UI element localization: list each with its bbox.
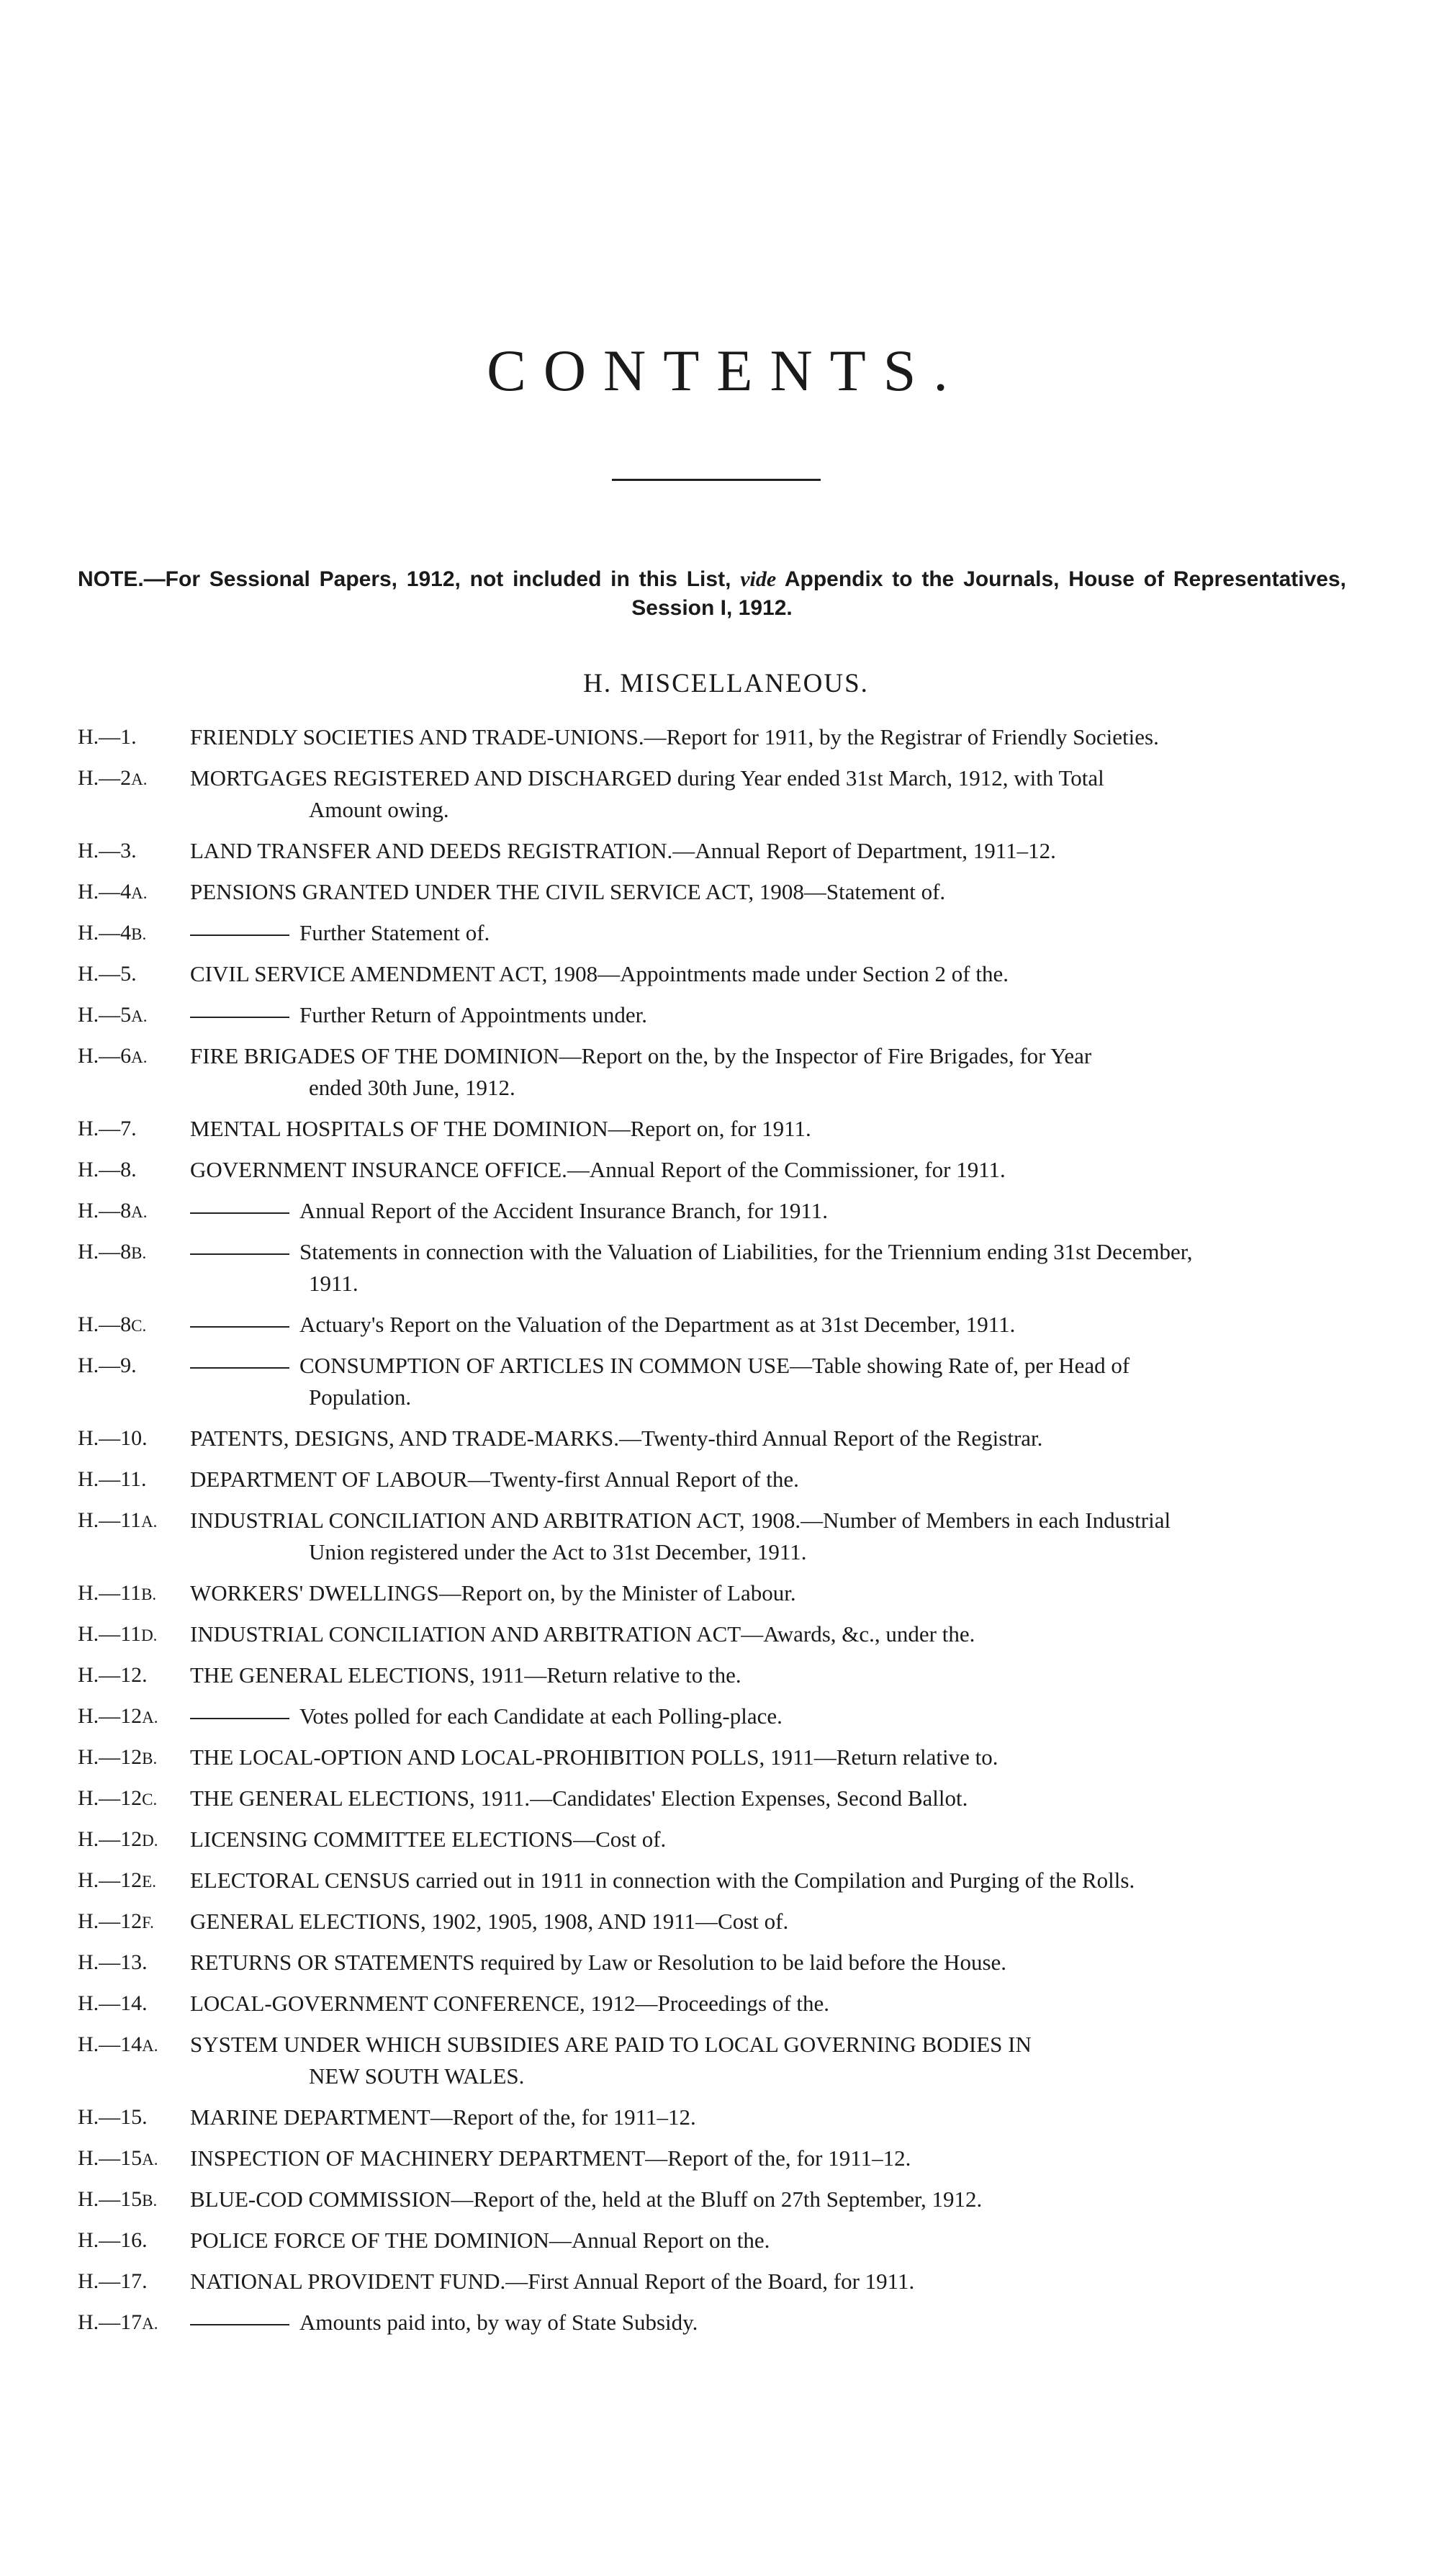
entry-code bbox=[78, 2102, 186, 2135]
entry-text bbox=[190, 876, 1352, 908]
entry-code bbox=[78, 721, 186, 755]
entry-title: CONSUMPTION OF ARTICLES IN COMMON USE—Table showing Rate of, per Head of bbox=[299, 1353, 1130, 1378]
entry-code bbox=[78, 958, 186, 991]
entry-code-number: H.—12 bbox=[78, 1745, 143, 1769]
title-divider bbox=[612, 479, 821, 481]
contents-entry bbox=[78, 762, 1352, 826]
contents-entry bbox=[78, 958, 1352, 990]
entry-code-suffix: D. bbox=[142, 1832, 158, 1850]
entry-title: DEPARTMENT OF LABOUR—Twenty-first Annual Report of the. bbox=[190, 1467, 799, 1492]
entry-code bbox=[78, 1040, 186, 1073]
entry-title: BLUE-COD COMMISSION—Report of the, held at the Bluff on 27th September, 1912. bbox=[190, 2187, 983, 2212]
entry-title: THE GENERAL ELECTIONS, 1911.—Candidates' Election Expenses, Second Ballot. bbox=[190, 1785, 968, 1811]
entry-code-number: H.—3. bbox=[78, 839, 137, 863]
entry-code-number: H.—5 bbox=[78, 1003, 132, 1027]
contents-entry bbox=[78, 917, 1352, 949]
entry-title: PENSIONS GRANTED UNDER THE CIVIL SERVICE ACT, 1908—Statement of. bbox=[190, 879, 946, 904]
entry-code-number: H.—16. bbox=[78, 2228, 148, 2252]
contents-entry bbox=[78, 1505, 1352, 1568]
entry-code-number: H.—13. bbox=[78, 1950, 148, 1974]
entry-code-number: H.—1. bbox=[78, 725, 137, 749]
entry-code-number: H.—15. bbox=[78, 2105, 148, 2129]
entry-code bbox=[78, 1350, 186, 1383]
entry-text bbox=[190, 721, 1352, 753]
entry-code bbox=[78, 1236, 186, 1269]
entry-code bbox=[78, 1618, 186, 1652]
entry-code-number: H.—15 bbox=[78, 2146, 143, 2170]
entry-text bbox=[190, 1236, 1352, 1300]
contents-entry bbox=[78, 1195, 1352, 1227]
contents-entry bbox=[78, 1988, 1352, 2019]
entry-text bbox=[190, 917, 1352, 949]
entry-code-number: H.—11. bbox=[78, 1467, 147, 1491]
entry-text bbox=[190, 1350, 1352, 1413]
ditto-dash bbox=[190, 1326, 289, 1328]
contents-entry bbox=[78, 1154, 1352, 1186]
entry-text bbox=[190, 2225, 1352, 2256]
entry-code bbox=[78, 1464, 186, 1497]
entry-continuation: Population. bbox=[309, 1384, 412, 1410]
entry-title: INSPECTION OF MACHINERY DEPARTMENT—Report of the, for 1911–12. bbox=[190, 2145, 911, 2171]
entry-title: FRIENDLY SOCIETIES AND TRADE-UNIONS.—Report for 1911, by the Registrar of Friendly Societies. bbox=[190, 724, 1159, 749]
note-rest: Appendix to the Journals, House of Representatives, Session I, 1912. bbox=[631, 567, 1346, 620]
entry-title: GOVERNMENT INSURANCE OFFICE.—Annual Report of the Commissioner, for 1911. bbox=[190, 1157, 1006, 1182]
contents-entry bbox=[78, 999, 1352, 1031]
entry-code-number: H.—7. bbox=[78, 1117, 137, 1140]
contents-entry bbox=[78, 1040, 1352, 1104]
entry-code bbox=[78, 1742, 186, 1775]
entry-text bbox=[190, 2143, 1352, 2174]
entry-title: ELECTORAL CENSUS carried out in 1911 in connection with the Compilation and Purging of the Rolls. bbox=[190, 1868, 1135, 1893]
entry-code bbox=[78, 1195, 186, 1228]
entry-code-number: H.—9. bbox=[78, 1354, 137, 1377]
contents-entry bbox=[78, 2266, 1352, 2297]
entry-text bbox=[190, 1195, 1352, 1227]
entry-text bbox=[190, 762, 1352, 826]
entry-title: WORKERS' DWELLINGS—Report on, by the Minister of Labour. bbox=[190, 1580, 796, 1606]
entry-text bbox=[190, 1742, 1352, 1773]
entry-code bbox=[78, 1824, 186, 1857]
entry-text bbox=[190, 1865, 1352, 1896]
entry-code bbox=[78, 1309, 186, 1342]
entry-code bbox=[78, 2143, 186, 2176]
entry-code-number: H.—17. bbox=[78, 2269, 148, 2293]
contents-entry bbox=[78, 1824, 1352, 1855]
entry-text bbox=[190, 1309, 1352, 1341]
ditto-dash bbox=[190, 1718, 289, 1719]
entry-code-number: H.—11 bbox=[78, 1622, 142, 1646]
page-title: CONTENTS. bbox=[487, 338, 965, 403]
contents-entry bbox=[78, 1783, 1352, 1814]
contents-entry bbox=[78, 1947, 1352, 1978]
entry-text bbox=[190, 1423, 1352, 1454]
entry-text bbox=[190, 1113, 1352, 1145]
entry-code-suffix: B. bbox=[142, 1749, 158, 1767]
contents-entry bbox=[78, 2102, 1352, 2133]
entry-title: LOCAL-GOVERNMENT CONFERENCE, 1912—Proceedings of the. bbox=[190, 1991, 830, 2016]
entry-code bbox=[78, 1988, 186, 2021]
entry-text bbox=[190, 1988, 1352, 2019]
entry-code-number: H.—6 bbox=[78, 1044, 132, 1068]
entry-code bbox=[78, 2225, 186, 2258]
entry-code-number: H.—12 bbox=[78, 1868, 143, 1892]
entry-title: INDUSTRIAL CONCILIATION AND ARBITRATION ACT—Awards, &c., under the. bbox=[190, 1621, 975, 1647]
entry-code-suffix: A. bbox=[142, 2151, 158, 2169]
entry-code bbox=[78, 1906, 186, 1939]
entry-text bbox=[190, 999, 1352, 1031]
entry-code-number: H.—14. bbox=[78, 1991, 148, 2015]
contents-entry bbox=[78, 2184, 1352, 2215]
entry-title: Actuary's Report on the Valuation of the Department as at 31st December, 1911. bbox=[299, 1312, 1016, 1337]
entry-continuation: 1911. bbox=[309, 1271, 359, 1296]
entry-code-suffix: A. bbox=[142, 2315, 158, 2333]
entry-code-suffix: F. bbox=[142, 1914, 154, 1932]
entry-code-number: H.—17 bbox=[78, 2310, 143, 2334]
entry-text bbox=[190, 2029, 1352, 2092]
entry-code bbox=[78, 1783, 186, 1816]
entry-code bbox=[78, 1113, 186, 1146]
entry-code-number: H.—12 bbox=[78, 1909, 143, 1933]
entry-text bbox=[190, 1464, 1352, 1495]
entry-title: PATENTS, DESIGNS, AND TRADE-MARKS.—Twenty-third Annual Report of the Registrar. bbox=[190, 1426, 1043, 1451]
entry-code-number: H.—11 bbox=[78, 1508, 142, 1532]
entry-text bbox=[190, 1783, 1352, 1814]
entry-code-suffix: A. bbox=[131, 884, 148, 902]
entry-code-number: H.—14 bbox=[78, 2032, 143, 2056]
entry-code bbox=[78, 1505, 186, 1538]
entry-title: CIVIL SERVICE AMENDMENT ACT, 1908—Appointments made under Section 2 of the. bbox=[190, 961, 1009, 986]
entry-code-number: H.—8 bbox=[78, 1240, 132, 1264]
entry-code-suffix: C. bbox=[131, 1317, 147, 1335]
entry-title: Amounts paid into, by way of State Subsidy. bbox=[299, 2310, 698, 2335]
ditto-dash bbox=[190, 935, 289, 936]
entry-title: MENTAL HOSPITALS OF THE DOMINION—Report on, for 1911. bbox=[190, 1116, 811, 1141]
ditto-dash bbox=[190, 1367, 289, 1369]
entry-text bbox=[190, 2266, 1352, 2297]
entry-code-number: H.—2 bbox=[78, 766, 132, 790]
entry-text bbox=[190, 2102, 1352, 2133]
entry-text bbox=[190, 958, 1352, 990]
entry-title: Further Statement of. bbox=[299, 920, 490, 945]
entry-text bbox=[190, 2184, 1352, 2215]
section-heading: H. MISCELLANEOUS. bbox=[583, 669, 869, 698]
contents-entry bbox=[78, 1659, 1352, 1691]
entry-text bbox=[190, 1824, 1352, 1855]
entry-code-suffix: A. bbox=[142, 2037, 158, 2055]
entry-code bbox=[78, 2266, 186, 2299]
entry-code-suffix: A. bbox=[131, 1048, 148, 1066]
entry-title: MARINE DEPARTMENT—Report of the, for 1911–12. bbox=[190, 2104, 696, 2130]
contents-entry bbox=[78, 1906, 1352, 1937]
entry-code-number: H.—8 bbox=[78, 1199, 132, 1222]
entry-text bbox=[190, 1701, 1352, 1732]
contents-entry bbox=[78, 2143, 1352, 2174]
entry-code-number: H.—4 bbox=[78, 880, 132, 904]
entry-title: Annual Report of the Accident Insurance Branch, for 1911. bbox=[299, 1198, 829, 1223]
contents-entry bbox=[78, 1350, 1352, 1413]
contents-entry bbox=[78, 1113, 1352, 1145]
entry-code bbox=[78, 917, 186, 950]
entry-title: THE GENERAL ELECTIONS, 1911—Return relative to the. bbox=[190, 1662, 741, 1688]
contents-entry bbox=[78, 1577, 1352, 1609]
entry-code-suffix: A. bbox=[141, 1513, 158, 1531]
entry-code-number: H.—15 bbox=[78, 2187, 143, 2211]
entry-title: FIRE BRIGADES OF THE DOMINION—Report on the, by the Inspector of Fire Brigades, for Year bbox=[190, 1043, 1092, 1068]
entry-code bbox=[78, 2029, 186, 2062]
entry-code bbox=[78, 876, 186, 909]
contents-entry bbox=[78, 1309, 1352, 1341]
entry-code bbox=[78, 835, 186, 868]
contents-list bbox=[78, 721, 1352, 2348]
ditto-dash bbox=[190, 2324, 289, 2325]
ditto-dash bbox=[190, 1017, 289, 1018]
entry-code-number: H.—4 bbox=[78, 921, 132, 945]
entry-text bbox=[190, 1906, 1352, 1937]
entry-code-number: H.—12. bbox=[78, 1663, 148, 1687]
entry-title: MORTGAGES REGISTERED AND DISCHARGED during Year ended 31st March, 1912, with Total bbox=[190, 765, 1104, 791]
entry-code-suffix: B. bbox=[141, 1585, 157, 1603]
entry-code-suffix: E. bbox=[142, 1873, 156, 1891]
entry-code bbox=[78, 1154, 186, 1187]
entry-title: THE LOCAL-OPTION AND LOCAL-PROHIBITION POLLS, 1911—Return relative to. bbox=[190, 1744, 998, 1770]
note-vide: vide bbox=[740, 567, 777, 591]
entry-code bbox=[78, 2184, 186, 2217]
entry-title: RETURNS OR STATEMENTS required by Law or Resolution to be laid before the House. bbox=[190, 1950, 1007, 1975]
entry-text bbox=[190, 1040, 1352, 1104]
entry-code-number: H.—10. bbox=[78, 1426, 148, 1450]
entry-title: Further Return of Appointments under. bbox=[299, 1002, 648, 1027]
contents-entry bbox=[78, 835, 1352, 867]
entry-code-suffix: B. bbox=[131, 1244, 147, 1262]
contents-entry bbox=[78, 2029, 1352, 2092]
entry-code bbox=[78, 1947, 186, 1980]
entry-code-number: H.—12 bbox=[78, 1827, 143, 1851]
ditto-dash bbox=[190, 1253, 289, 1255]
entry-code-number: H.—12 bbox=[78, 1704, 143, 1728]
entry-code bbox=[78, 1577, 186, 1611]
contents-entry bbox=[78, 2225, 1352, 2256]
entry-text bbox=[190, 1154, 1352, 1186]
contents-entry bbox=[78, 876, 1352, 908]
entry-code bbox=[78, 999, 186, 1032]
entry-title: SYSTEM UNDER WHICH SUBSIDIES ARE PAID TO LOCAL GOVERNING BODIES IN bbox=[190, 2032, 1032, 2057]
entry-code-number: H.—12 bbox=[78, 1786, 143, 1810]
entry-code-number: H.—8. bbox=[78, 1158, 137, 1181]
ditto-dash bbox=[190, 1212, 289, 1214]
entry-code bbox=[78, 2307, 186, 2340]
note-lead: NOTE.—For Sessional Papers, 1912, not included in this List, bbox=[78, 567, 731, 591]
entry-title: Statements in connection with the Valuation of Liabilities, for the Triennium ending 31st December, bbox=[299, 1239, 1193, 1264]
contents-entry bbox=[78, 2307, 1352, 2338]
entry-continuation: ended 30th June, 1912. bbox=[309, 1075, 515, 1100]
entry-text bbox=[190, 2307, 1352, 2338]
entry-title: POLICE FORCE OF THE DOMINION—Annual Report on the. bbox=[190, 2228, 770, 2253]
contents-entry bbox=[78, 1701, 1352, 1732]
entry-code bbox=[78, 1423, 186, 1456]
entry-text bbox=[190, 835, 1352, 867]
entry-text bbox=[190, 1947, 1352, 1978]
entry-text bbox=[190, 1618, 1352, 1650]
contents-entry bbox=[78, 1618, 1352, 1650]
entry-code-suffix: A. bbox=[131, 1203, 148, 1221]
entry-code-number: H.—8 bbox=[78, 1312, 132, 1336]
entry-code-suffix: C. bbox=[142, 1791, 158, 1809]
contents-entry bbox=[78, 1423, 1352, 1454]
entry-code bbox=[78, 1865, 186, 1898]
entry-code-suffix: A. bbox=[131, 1007, 148, 1025]
entry-code-number: H.—11 bbox=[78, 1581, 142, 1605]
entry-continuation: Amount owing. bbox=[309, 797, 449, 822]
entry-title: Votes polled for each Candidate at each Polling-place. bbox=[299, 1703, 783, 1729]
entry-code-suffix: A. bbox=[131, 770, 148, 788]
entry-title: INDUSTRIAL CONCILIATION AND ARBITRATION ACT, 1908.—Number of Members in each Industrial bbox=[190, 1508, 1171, 1533]
entry-title: GENERAL ELECTIONS, 1902, 1905, 1908, AND 1911—Cost of. bbox=[190, 1909, 789, 1934]
contents-entry bbox=[78, 1236, 1352, 1300]
contents-entry bbox=[78, 1464, 1352, 1495]
entry-code bbox=[78, 1701, 186, 1734]
entry-title: LICENSING COMMITTEE ELECTIONS—Cost of. bbox=[190, 1827, 667, 1852]
contents-entry bbox=[78, 721, 1352, 753]
entry-code-number: H.—5. bbox=[78, 962, 137, 986]
entry-code bbox=[78, 1659, 186, 1693]
entry-title: LAND TRANSFER AND DEEDS REGISTRATION.—Annual Report of Department, 1911–12. bbox=[190, 838, 1056, 863]
entry-code-suffix: A. bbox=[142, 1708, 158, 1726]
entry-code-suffix: B. bbox=[131, 925, 147, 943]
entry-continuation: Union registered under the Act to 31st December, 1911. bbox=[309, 1539, 807, 1564]
entry-text bbox=[190, 1505, 1352, 1568]
entry-text bbox=[190, 1659, 1352, 1691]
entry-code-suffix: D. bbox=[141, 1626, 158, 1644]
entry-continuation: NEW SOUTH WALES. bbox=[309, 2063, 525, 2089]
entry-code bbox=[78, 762, 186, 796]
entry-title: NATIONAL PROVIDENT FUND.—First Annual Report of the Board, for 1911. bbox=[190, 2269, 915, 2294]
contents-entry bbox=[78, 1865, 1352, 1896]
contents-entry bbox=[78, 1742, 1352, 1773]
entry-code-suffix: B. bbox=[142, 2192, 158, 2210]
entry-text bbox=[190, 1577, 1352, 1609]
sessional-papers-note bbox=[78, 565, 1346, 623]
